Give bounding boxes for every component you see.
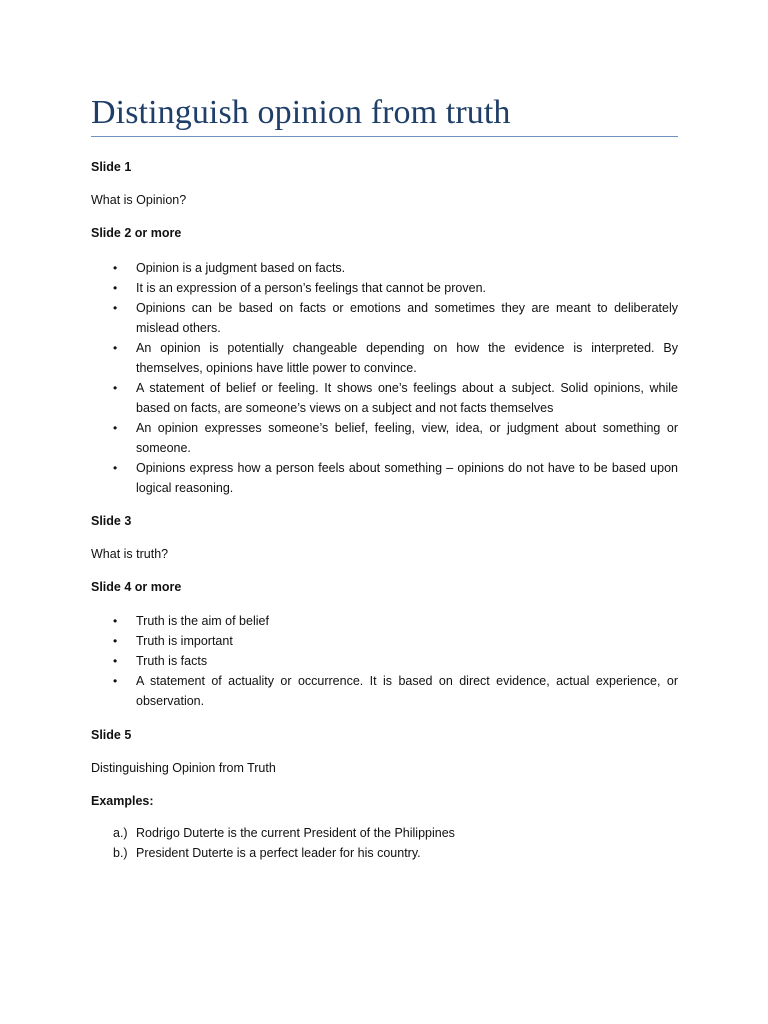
bullet-icon: • [113,301,118,315]
opinion-bullet-list [91,258,678,498]
list-item [91,631,678,651]
title-underline [91,136,678,137]
list-item [91,298,678,338]
bullet-icon: • [113,674,118,688]
bullet-icon: • [113,381,118,395]
list-item [91,823,678,843]
list-item-text: Opinions express how a person feels about something – opinions do not have to be based upon logical reasoning. [136,461,678,495]
list-item-text: An opinion is potentially changeable depending on how the evidence is interpreted. By themselves, opinions have little power to convince. [136,341,678,375]
list-item [91,611,678,631]
list-item [91,378,678,418]
list-item [91,651,678,671]
list-item-text: Truth is important [136,634,233,648]
slide-2-heading: Slide 2 or more [91,226,182,240]
examples-list [91,823,678,863]
slide-5-heading: Slide 5 [91,728,132,742]
list-item-text: Rodrigo Duterte is the current President of the Philippines [136,826,455,840]
list-item-text: An opinion expresses someone’s belief, feeling, view, idea, or judgment about something or someone. [136,421,678,455]
truth-bullet-list [91,611,678,711]
list-marker: a.) [113,826,128,840]
bullet-icon: • [113,281,118,295]
examples-label: Examples: [91,794,154,808]
list-item [91,458,678,498]
list-item [91,278,678,298]
list-item-text: Truth is the aim of belief [136,614,269,628]
list-item [91,258,678,278]
document-title: Distinguish opinion from truth [91,94,511,131]
slide-1-heading: Slide 1 [91,160,132,174]
list-item [91,843,678,863]
list-marker: b.) [113,846,128,860]
bullet-icon: • [113,261,118,275]
bullet-icon: • [113,654,118,668]
bullet-icon: • [113,614,118,628]
list-item-text: It is an expression of a person’s feelings that cannot be proven. [136,281,486,295]
list-item-text: Truth is facts [136,654,208,668]
opinion-question: What is Opinion? [91,193,187,207]
list-item-text: President Duterte is a perfect leader for his country. [136,846,421,860]
list-item-text: A statement of belief or feeling. It shows one’s feelings about a subject. Solid opinions, while based on facts, are someone’s views on a subject and not facts themselves [136,381,678,415]
distinguishing-heading: Distinguishing Opinion from Truth [91,761,276,775]
bullet-icon: • [113,421,118,435]
list-item-text: A statement of actuality or occurrence. It is based on direct evidence, actual experience, or observation. [136,674,678,708]
bullet-icon: • [113,634,118,648]
truth-question: What is truth? [91,547,169,561]
list-item [91,671,678,711]
bullet-icon: • [113,341,118,355]
list-item-text: Opinion is a judgment based on facts. [136,261,346,275]
list-item-text: Opinions can be based on facts or emotions and sometimes they are meant to deliberately mislead others. [136,301,678,335]
list-item [91,418,678,458]
bullet-icon: • [113,461,118,475]
slide-4-heading: Slide 4 or more [91,580,182,594]
slide-3-heading: Slide 3 [91,514,132,528]
list-item [91,338,678,378]
